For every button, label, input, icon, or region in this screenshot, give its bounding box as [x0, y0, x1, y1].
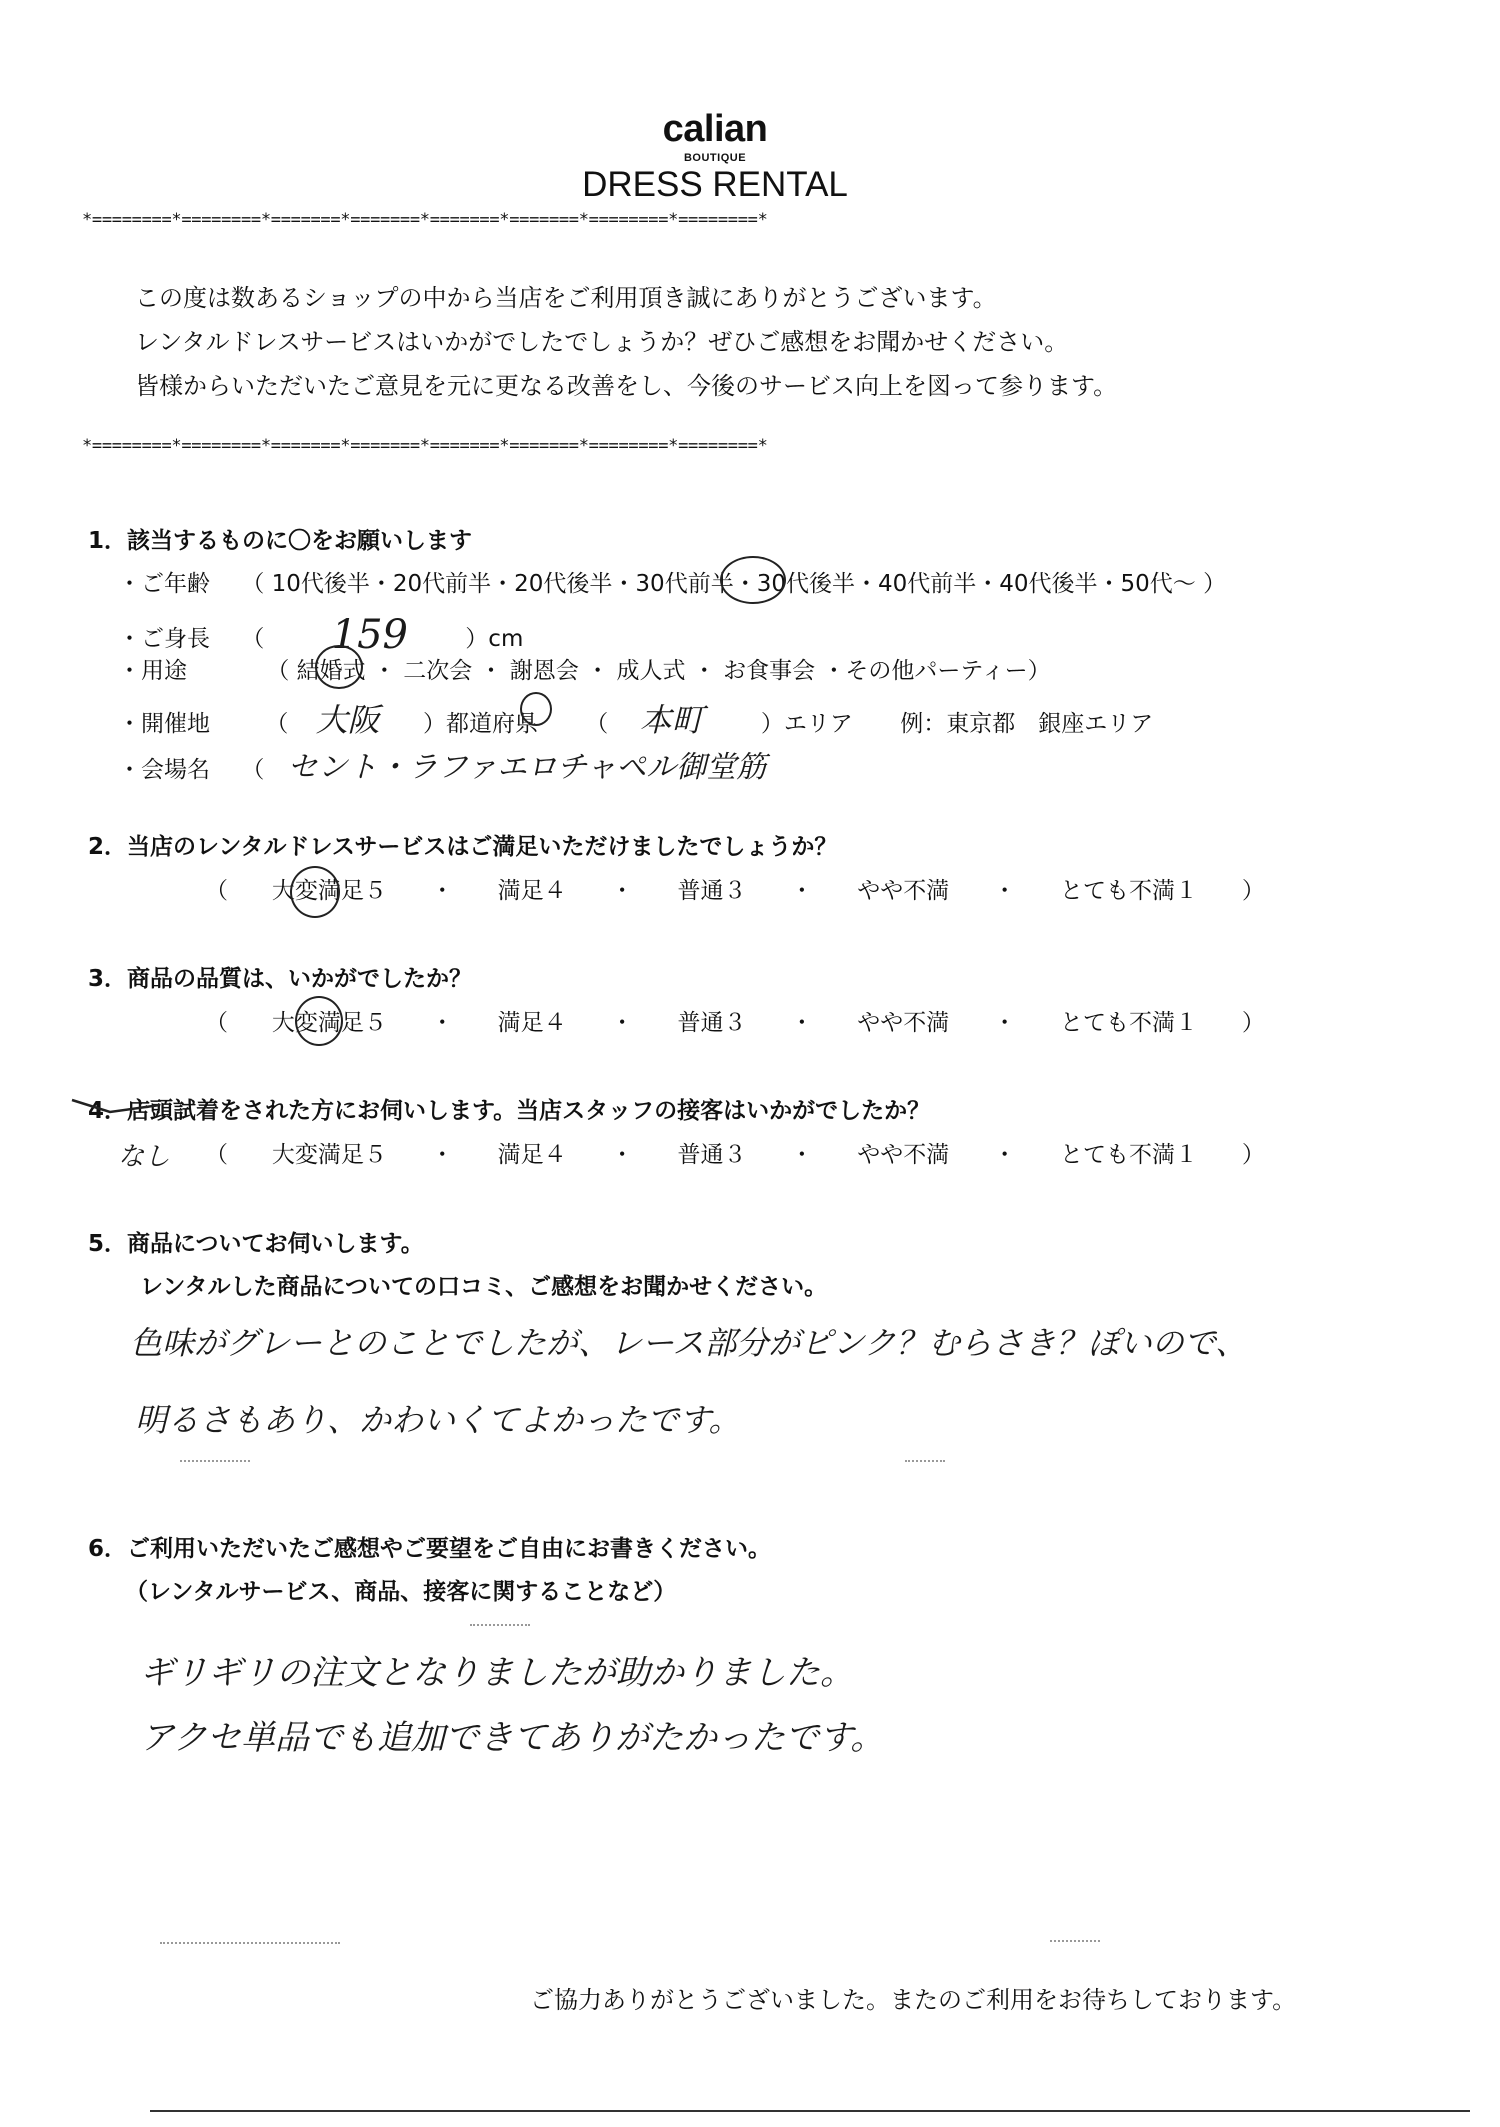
age-options: （ 10代後半・20代前半・20代後半・30代前半・30代後半・40代前半・40代後半・50代～ ） [241, 571, 1227, 597]
option-somewhat-dissatisfied: やや不満 [857, 1010, 950, 1036]
separator: ・ [430, 1010, 454, 1036]
height-value: 159 [331, 612, 408, 658]
separator: ・ [430, 1142, 454, 1168]
paren-close: ） [1241, 878, 1265, 904]
separator: ・ [790, 1142, 814, 1168]
intro-line-2: レンタルドレスサービスはいかがでしたでしょうか？ぜひご感想をお聞かせください。 [135, 328, 1069, 356]
prefecture-value: 大阪 [315, 701, 380, 739]
intro-line-3: 皆様からいただいたご意見を元に更なる改善をし、今後のサービス向上を図って参ります。 [135, 372, 1118, 400]
option-somewhat-dissatisfied: やや不満 [857, 878, 950, 904]
area-value: 本町 [639, 701, 704, 739]
q5-answer-line-2: 明るさもあり、かわいくてよかったです。 [135, 1401, 741, 1439]
option-very-satisfied: 大変満足５ [271, 878, 387, 904]
q3-title: 3．商品の品質は、いかがでしたか？ [88, 966, 473, 992]
option-normal: 普通３ [677, 878, 747, 904]
hall-value: セント・ラファエロチャペル御堂筋 [287, 750, 767, 785]
age-label: ・ご年齢 [118, 571, 210, 597]
brand-subtitle: BOUTIQUE [683, 152, 747, 164]
option-very-satisfied: 大変満足５ [271, 1142, 387, 1168]
q1-title: 1．該当するものに〇をお願いします [88, 528, 473, 554]
purpose-label: ・用途 [118, 658, 187, 684]
height-paren-open: （ [241, 626, 265, 652]
venue-paren-open: （ [265, 711, 289, 737]
height-label: ・ご身長 [118, 626, 210, 652]
q6-answer-line-2: アクセ単品でも追加できてありがたかったです。 [140, 1718, 885, 1758]
height-unit: ）cm [465, 626, 524, 652]
paren-close: ） [1241, 1010, 1265, 1036]
purpose-options: （ 結婚式 ・ 二次会 ・ 謝恩会 ・ 成人式 ・ お食事会 ・その他パーティー） [266, 658, 1051, 684]
venue-label: ・開催地 [118, 711, 210, 737]
separator: ・ [993, 1010, 1017, 1036]
q5-title: 5．商品についてお伺いします。 [88, 1231, 424, 1257]
option-satisfied: 満足４ [497, 878, 567, 904]
area-suffix: ）エリア [760, 711, 853, 737]
q2-title: 2．当店のレンタルドレスサービスはご満足いただけましたでしょうか？ [88, 834, 838, 860]
separator: ・ [790, 1010, 814, 1036]
dotted-rule [470, 1624, 530, 1626]
area-paren-open: （ [585, 711, 609, 737]
bottom-rule [150, 2110, 1470, 2112]
divider-bottom: *========*========*=======*=======*=======*=======*========*========* [82, 436, 768, 456]
separator: ・ [610, 878, 634, 904]
paren-close: ） [1241, 1142, 1265, 1168]
q6-subtitle: （レンタルサービス、商品、接客に関することなど） [125, 1579, 677, 1605]
option-somewhat-dissatisfied: やや不満 [857, 1142, 950, 1168]
prefecture-suffix: ）都道府県 [422, 711, 538, 737]
q6-title: 6．ご利用いただいたご感想やご要望をご自由にお書きください。 [88, 1536, 772, 1562]
option-satisfied: 満足４ [497, 1142, 567, 1168]
hall-paren-open: （ [241, 757, 265, 783]
intro-line-1: この度は数あるショップの中から当店をご利用頂き誠にありがとうございます。 [135, 284, 997, 312]
option-very-satisfied: 大変満足５ [271, 1010, 387, 1036]
option-normal: 普通３ [677, 1010, 747, 1036]
area-example: 例：東京都 銀座エリア [900, 711, 1154, 737]
closing-message: ご協力ありがとうございました。またのご利用をお待ちしております。 [530, 1986, 1297, 2014]
brand-logo: calian [662, 108, 768, 150]
separator: ・ [610, 1010, 634, 1036]
option-very-dissatisfied: とても不満１ [1060, 878, 1199, 904]
q5-subtitle: レンタルした商品についての口コミ、ご感想をお聞かせください。 [140, 1274, 828, 1300]
separator: ・ [790, 878, 814, 904]
dotted-rule [180, 1460, 250, 1462]
option-very-dissatisfied: とても不満１ [1060, 1142, 1199, 1168]
q5-answer-line-1: 色味がグレーとのことでしたが、レース部分がピンク？むらさき？ぽいので、 [130, 1324, 1248, 1362]
separator: ・ [993, 878, 1017, 904]
q6-answer-line-1: ギリギリの注文となりましたが助かりました。 [140, 1653, 854, 1693]
service-title: DRESS RENTAL [582, 165, 848, 204]
option-very-dissatisfied: とても不満１ [1060, 1010, 1199, 1036]
separator: ・ [430, 878, 454, 904]
paren-open: （ [205, 878, 228, 904]
dotted-rule [905, 1460, 945, 1462]
paren-open: （ [205, 1010, 228, 1036]
separator: ・ [610, 1142, 634, 1168]
dotted-rule [160, 1942, 340, 1944]
hall-label: ・会場名 [118, 757, 210, 783]
dotted-rule [1050, 1940, 1100, 1942]
q4-title: 4．店頭試着をされた方にお伺いします。当店スタッフの接客はいかがでしたか？ [88, 1098, 931, 1124]
separator: ・ [993, 1142, 1017, 1168]
option-normal: 普通３ [677, 1142, 747, 1168]
option-satisfied: 満足４ [497, 1010, 567, 1036]
paren-open: （ [205, 1142, 228, 1168]
divider-top: *========*========*=======*=======*=======*=======*========*========* [82, 210, 768, 230]
q4-note: なし [118, 1142, 171, 1172]
